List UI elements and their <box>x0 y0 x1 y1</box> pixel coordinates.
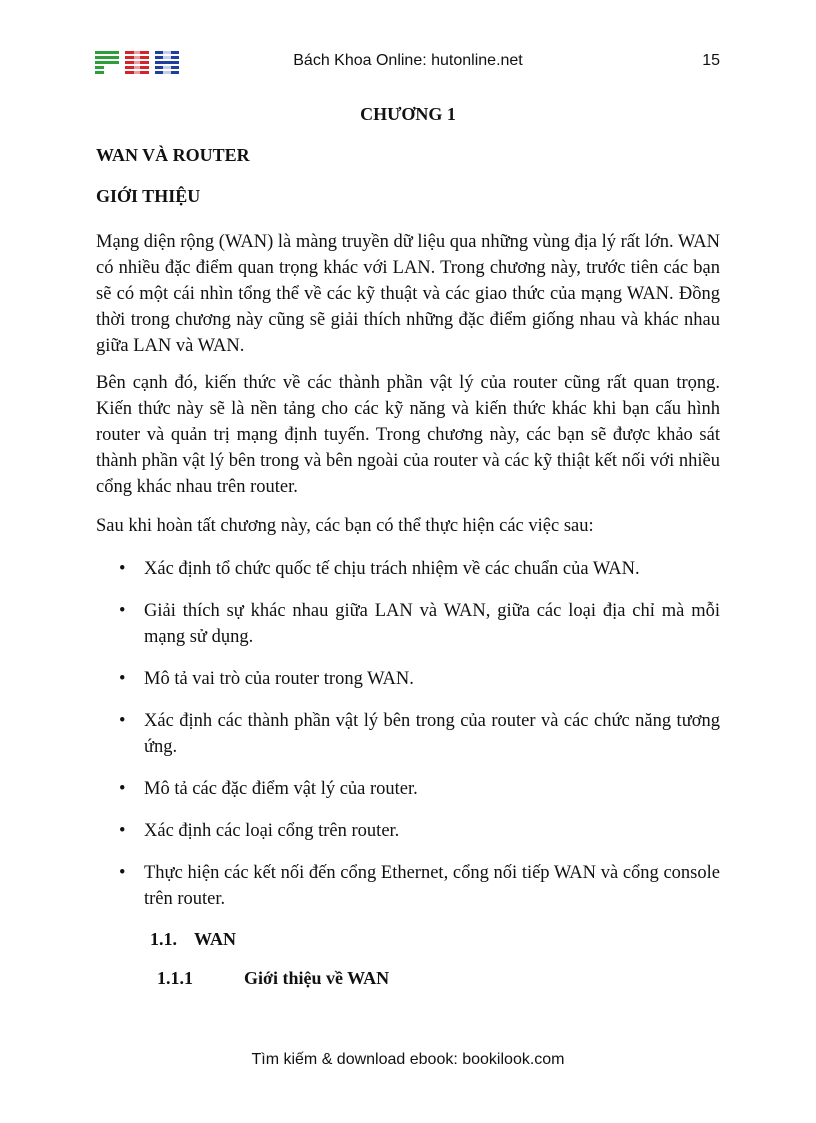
chapter-title: WAN VÀ ROUTER <box>96 145 250 165</box>
list-item-text: Thực hiện các kết nối đến cổng Ethernet, cổng nối tiếp WAN và cổng console trên router. <box>144 863 720 909</box>
bullet-icon: • <box>119 601 126 621</box>
bullet-icon: • <box>119 863 126 883</box>
section-number: 1.1. <box>150 929 177 949</box>
bullet-icon: • <box>119 821 126 841</box>
list-item-text: Mô tả vai trò của router trong WAN. <box>144 669 414 689</box>
bullet-icon: • <box>119 711 126 731</box>
header-site-title: Bách Khoa Online: hutonline.net <box>293 52 523 69</box>
chapter-heading: CHƯƠNG 1 <box>360 104 456 124</box>
section-number: 1.1.1 <box>157 968 193 988</box>
bullet-icon: • <box>119 559 126 579</box>
list-item <box>96 598 720 650</box>
list-item <box>96 556 720 582</box>
list-item <box>96 860 720 912</box>
paragraph-objectives-intro: Sau khi hoàn tất chương này, các bạn có thể thực hiện các việc sau: <box>96 516 594 536</box>
intro-heading: GIỚI THIỆU <box>96 186 201 206</box>
list-item <box>96 666 720 692</box>
section-title: Giới thiệu về WAN <box>244 968 390 988</box>
bullet-icon: • <box>119 669 126 689</box>
paragraph-router-components: Bên cạnh đó, kiến thức về các thành phần vật lý của router cũng rất quan trọng. Kiến thức này sẽ là nền tảng cho các kỹ năng và kiến thức khác khi bạn cấu hình router và quản trị mạng định tuyến. Trong chương này, các bạn sẽ được khảo sát thành phần vật lý bên trong và bên ngoài của router và các kỹ thiật kết nối với nhiều cổng khác nhau trên router. <box>96 373 720 497</box>
list-item-text: Xác định các loại cổng trên router. <box>144 821 400 841</box>
section-heading-1-1 <box>150 929 236 950</box>
list-item-text: Xác định các thành phần vật lý bên trong của router và các chức năng tương ứng. <box>144 711 720 757</box>
section-heading-1-1-1 <box>157 968 389 989</box>
list-item <box>96 776 720 802</box>
footer-text: Tìm kiếm & download ebook: bookilook.com <box>251 1051 565 1068</box>
objectives-list <box>96 556 720 912</box>
page-number: 15 <box>702 52 720 69</box>
section-title: WAN <box>194 929 237 949</box>
list-item-text: Mô tả các đặc điểm vật lý của router. <box>144 779 418 799</box>
bullet-icon: • <box>119 779 126 799</box>
list-item-text: Xác định tổ chức quốc tế chịu trách nhiệm về các chuẩn của WAN. <box>144 559 640 579</box>
list-item-text: Giải thích sự khác nhau giữa LAN và WAN, giữa các loại địa chỉ mà mỗi mạng sử dụng. <box>144 601 720 647</box>
list-item <box>96 708 720 760</box>
paragraph-wan-overview: Mạng diện rộng (WAN) là màng truyền dữ liệu qua những vùng địa lý rất lớn. WAN có nhiều đặc điểm quan trọng khác với LAN. Trong chương này, trước tiên các bạn sẽ có một cái nhìn tổng thể về các kỹ thuật và các giao thức của mạng WAN. Đồng thời trong chương này cũng sẽ giải thích những đặc điểm giống nhau và khác nhau giữa LAN và WAN. <box>96 232 720 356</box>
list-item <box>96 818 720 844</box>
